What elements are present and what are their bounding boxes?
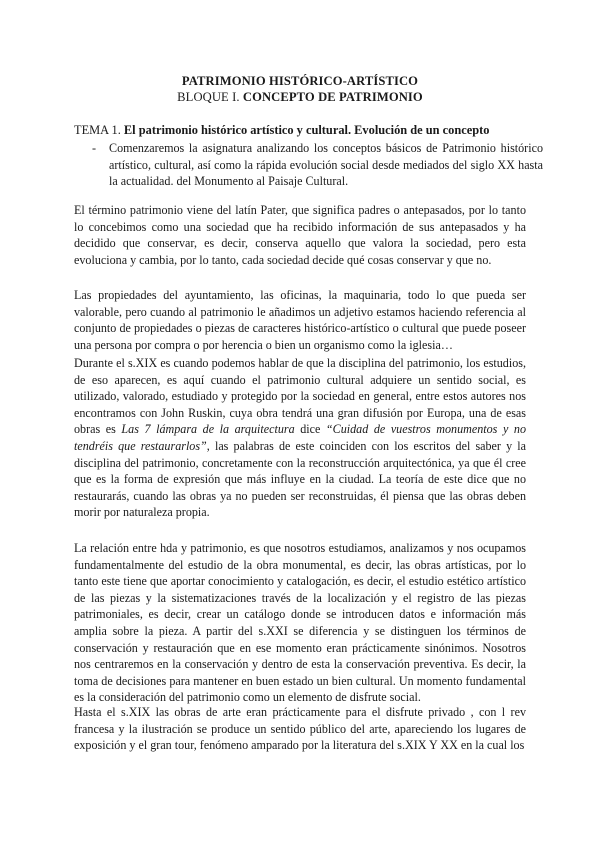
paragraph-1: El término patrimonio viene del latín Pater, que significa padres o antepasados, por lo tanto lo concebimos como una sociedad que ha recibido información de sus antepasados y ha decidido que conservar, es decir, conserva aquello que valora la sociedad, pero esta evoluciona y cambia, por lo tanto, cada sociedad decide qué cosas conservar y que no. (74, 203, 526, 267)
tema-heading (74, 122, 534, 139)
paragraph-3 (74, 355, 526, 521)
tema-prefix: TEMA 1. (74, 123, 124, 137)
document-title: PATRIMONIO HISTÓRICO-ARTÍSTICO (181, 74, 419, 88)
paragraph-3-part-a: Durante el s.XIX es cuando podemos hablar de que la disciplina del patrimonio, los estudios, de eso aparecen, es aquí cuando el patrimonio cultural adquiere un sentido social, es utilizado, valorado, estudiado y protegido por la sociedad en general, entre estos autores nos encontramos con John Ruskin, cuya obra tendrá una gran difusión por Europa, una de esas obras es (74, 356, 526, 437)
paragraph-3-part-b: dice (294, 422, 326, 437)
paragraph-5: Hasta el s.XIX las obras de arte eran prácticamente para el disfrute privado , con l rev francesa y la ilustración se produce un sentido público del arte, apareciendo los lugares de exposición y el gran tour, fenómeno amparado por la literatura del s.XIX Y XX en la cual los (74, 705, 526, 753)
paragraph-3-part-c: , las palabras de este coinciden con los escritos del saber y la disciplina del patrimonio, concretamente con la reconstrucción arquitectónica, ya que él cree que es la forma de expresión que más influye en la ciudad. La teoría de este dice que no restaurarás, cuando las obras ya no pueden ser reconstruidas, él piensa que las obras deben morir por naturaleza propia. (74, 438, 527, 520)
bullet-dash: - (92, 141, 97, 155)
document-subtitle (0, 89, 600, 106)
paragraph-2: Las propiedades del ayuntamiento, las oficinas, la maquinaria, todo lo que pueda ser valorable, pero cuando al patrimonio le añadimos un adjetivo estamos haciendo referencia al conjunto de propiedades o piezas de caracteres histórico-artístico o cultural que puede poseer una persona por compra o por herencia o bien un organismo como la iglesia… (74, 288, 526, 352)
book-title: Las 7 lámpara de la arquitectura (121, 422, 295, 437)
bullet-text: Comenzaremos la asignatura analizando los conceptos básicos de Patrimonio histórico artístico, cultural, así como la rápida evolución social desde mediados del siglo XX hasta la actualidad. del Monumento al Paisaje Cultural. (109, 141, 543, 189)
subtitle-prefix: BLOQUE I. (177, 90, 243, 104)
subtitle-bold: CONCEPTO DE PATRIMONIO (242, 90, 423, 104)
ruskin-quote: “Cuidad de vuestros monumentos y no tendréis que restaurarlos” (74, 422, 526, 453)
tema-title: El patrimonio histórico artístico y cultural. Evolución de un concepto (123, 123, 490, 137)
paragraph-4: La relación entre hda y patrimonio, es que nosotros estudiamos, analizamos y nos ocupamos fundamentalmente del estudio de la obra monumental, es decir, las obras artísticas, por lo tanto este tiene que aportar conocimiento y catalogación, es decir, el estudio estético artístico de las piezas y la sistematizaciones través de la localización y el registro de las piezas patrimoniales, es decir, crear un catálogo donde se introducen datos e información más amplia sobre la pieza. A partir del s.XXI se diferencia y se distinguen los términos de conservación y restauración que en ese momento eran prácticamente sinónimos. Nosotros nos centraremos en la conservación y dentro de esta la conservación preventiva. Es decir, la toma de decisiones para mantener en buen estado un bien cultural. Un momento fundamental es la consideración del patrimonio como un elemento de disfrute social. (74, 541, 526, 705)
